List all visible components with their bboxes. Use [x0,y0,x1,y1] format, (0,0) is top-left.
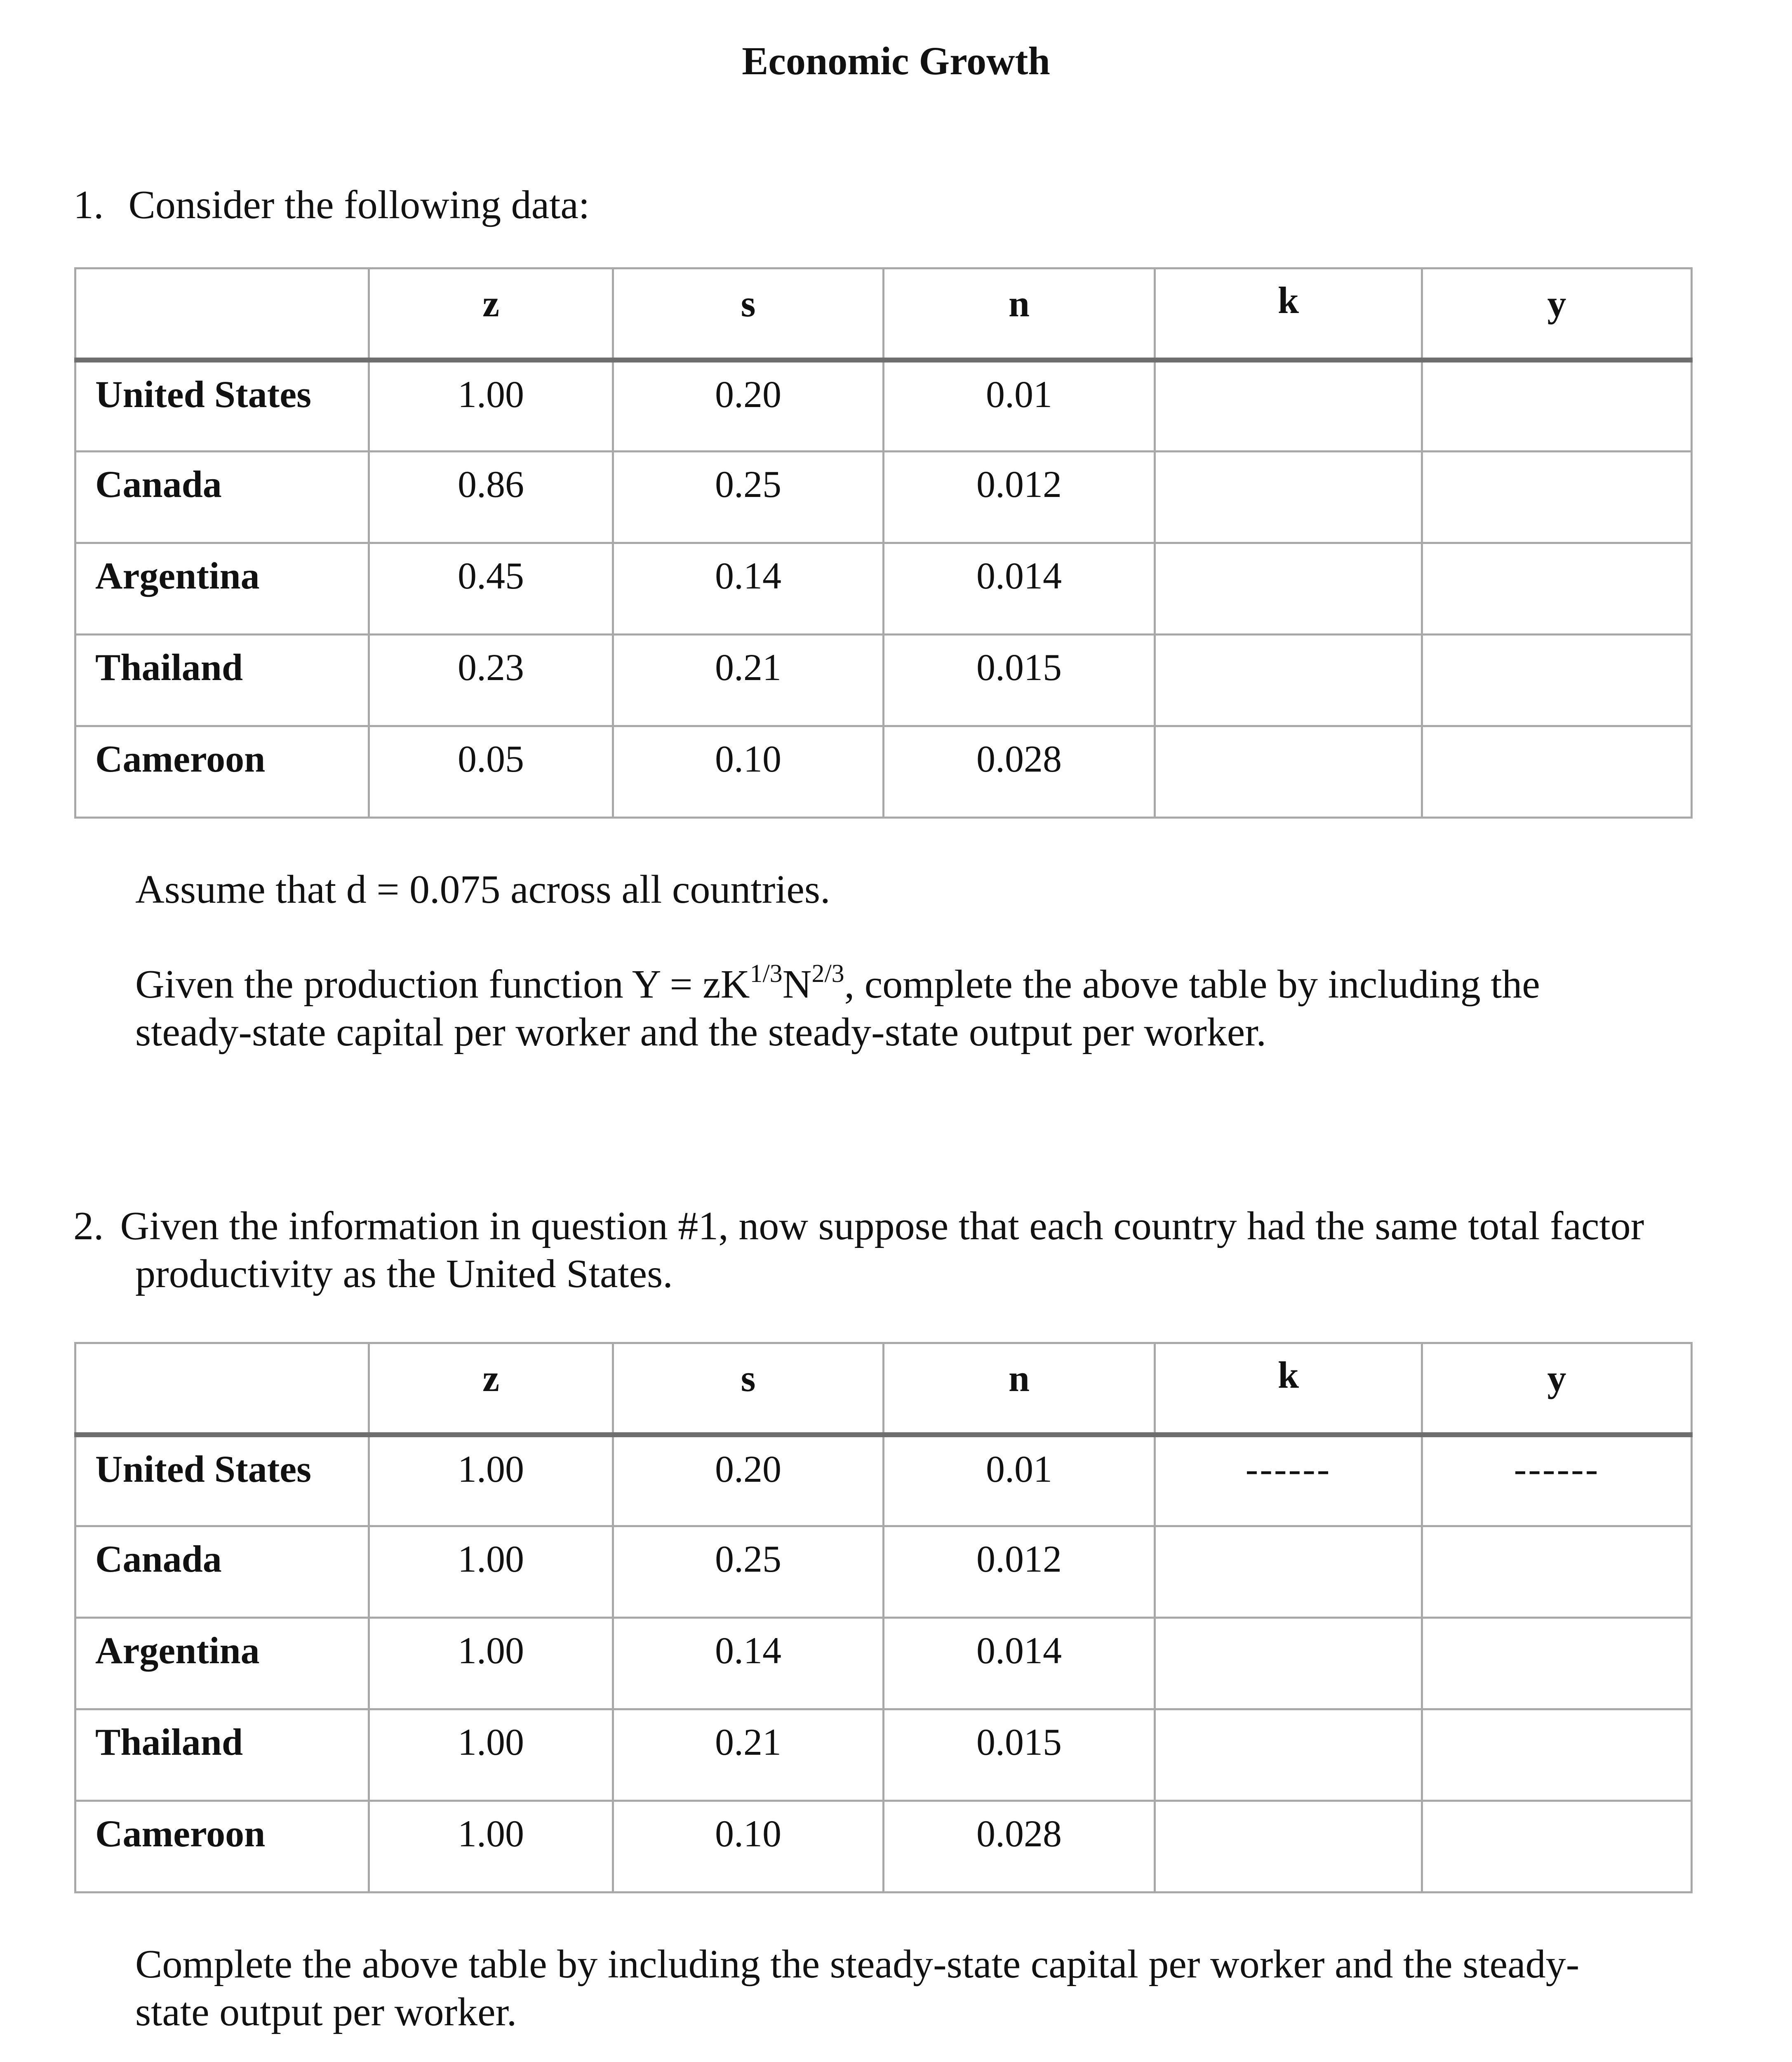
table-2-header-row [75,1343,1692,1435]
exponent-n: 2/3 [811,960,844,988]
page-title: Economic Growth [742,39,1050,83]
y-cell[interactable] [1422,1709,1692,1801]
y-cell[interactable] [1422,1618,1692,1709]
header-s: s [613,268,884,360]
s-cell: 0.25 [613,1526,884,1618]
header-blank [75,1343,369,1435]
z-cell: 1.00 [369,1526,613,1618]
n-cell: 0.014 [884,1618,1155,1709]
header-y: y [1422,268,1692,360]
y-cell[interactable] [1422,1526,1692,1618]
z-cell: 1.00 [369,1618,613,1709]
table-row [75,1435,1692,1526]
s-cell: 0.21 [613,635,884,726]
z-cell: 0.45 [369,543,613,635]
table-row [75,635,1692,726]
z-cell: 0.05 [369,726,613,818]
table-row [75,1801,1692,1893]
table-row [75,543,1692,635]
s-cell: 0.20 [613,360,884,452]
question-1 [73,181,590,229]
question-2-line-1: Given the information in question #1, now suppose that each country had the same total factor [120,1204,1644,1248]
completion-instruction-line-1: Complete the above table by including the steady-state capital per worker and the steady- [135,1942,1580,1987]
question-1-number: 1. [73,183,104,227]
s-cell: 0.21 [613,1709,884,1801]
k-cell[interactable] [1155,1709,1422,1801]
production-post: , complete the above table by including the [844,962,1540,1007]
country-cell: Thailand [75,635,369,726]
k-cell[interactable] [1155,635,1422,726]
n-cell: 0.015 [884,1709,1155,1801]
table-1 [74,267,1693,819]
y-cell[interactable] [1422,726,1692,818]
y-cell[interactable] [1422,543,1692,635]
n-cell: 0.028 [884,726,1155,818]
y-cell: ------ [1422,1435,1692,1526]
z-cell: 1.00 [369,1709,613,1801]
s-cell: 0.10 [613,1801,884,1893]
question-2 [73,1202,1644,1250]
exponent-k: 1/3 [750,960,783,988]
k-cell[interactable] [1155,1618,1422,1709]
n-cell: 0.01 [884,360,1155,452]
table-1-header-row [75,268,1692,360]
country-cell: Cameroon [75,726,369,818]
y-cell[interactable] [1422,635,1692,726]
s-cell: 0.14 [613,1618,884,1709]
n-cell: 0.012 [884,452,1155,543]
y-cell[interactable] [1422,452,1692,543]
z-cell: 1.00 [369,1435,613,1526]
table-row [75,452,1692,543]
s-cell: 0.25 [613,452,884,543]
table-2 [74,1342,1693,1893]
country-cell: Canada [75,1526,369,1618]
production-mid: N [782,962,812,1007]
header-k: k [1155,268,1422,360]
k-cell[interactable] [1155,360,1422,452]
k-cell[interactable] [1155,543,1422,635]
k-cell[interactable] [1155,452,1422,543]
z-cell: 0.86 [369,452,613,543]
completion-instruction-line-2: state output per worker. [135,1990,517,2034]
s-cell: 0.10 [613,726,884,818]
k-cell[interactable] [1155,726,1422,818]
country-cell: United States [75,1435,369,1526]
table-row [75,360,1692,452]
country-cell: Argentina [75,1618,369,1709]
table-row [75,1526,1692,1618]
assumption-text: Assume that d = 0.075 across all countries. [135,867,830,912]
country-cell: Thailand [75,1709,369,1801]
production-function-line-1 [135,960,1540,1009]
s-cell: 0.20 [613,1435,884,1526]
z-cell: 1.00 [369,1801,613,1893]
production-pre: Given the production function Y = zK [135,962,750,1007]
header-n: n [884,268,1155,360]
n-cell: 0.014 [884,543,1155,635]
k-cell[interactable] [1155,1801,1422,1893]
header-k: k [1155,1343,1422,1435]
n-cell: 0.015 [884,635,1155,726]
header-blank [75,268,369,360]
n-cell: 0.012 [884,1526,1155,1618]
z-cell: 1.00 [369,360,613,452]
header-y: y [1422,1343,1692,1435]
s-cell: 0.14 [613,543,884,635]
y-cell[interactable] [1422,360,1692,452]
y-cell[interactable] [1422,1801,1692,1893]
header-z: z [369,1343,613,1435]
country-cell: Canada [75,452,369,543]
k-cell: ------ [1155,1435,1422,1526]
n-cell: 0.028 [884,1801,1155,1893]
table-row [75,726,1692,818]
table-row [75,1618,1692,1709]
header-z: z [369,268,613,360]
question-2-number: 2. [73,1204,104,1248]
country-cell: Cameroon [75,1801,369,1893]
k-cell[interactable] [1155,1526,1422,1618]
question-1-text: Consider the following data: [128,183,590,227]
question-2-line-2: productivity as the United States. [135,1252,673,1296]
n-cell: 0.01 [884,1435,1155,1526]
country-cell: United States [75,360,369,452]
header-s: s [613,1343,884,1435]
header-n: n [884,1343,1155,1435]
table-row [75,1709,1692,1801]
z-cell: 0.23 [369,635,613,726]
country-cell: Argentina [75,543,369,635]
production-function-line-2: steady-state capital per worker and the steady-state output per worker. [135,1010,1266,1055]
